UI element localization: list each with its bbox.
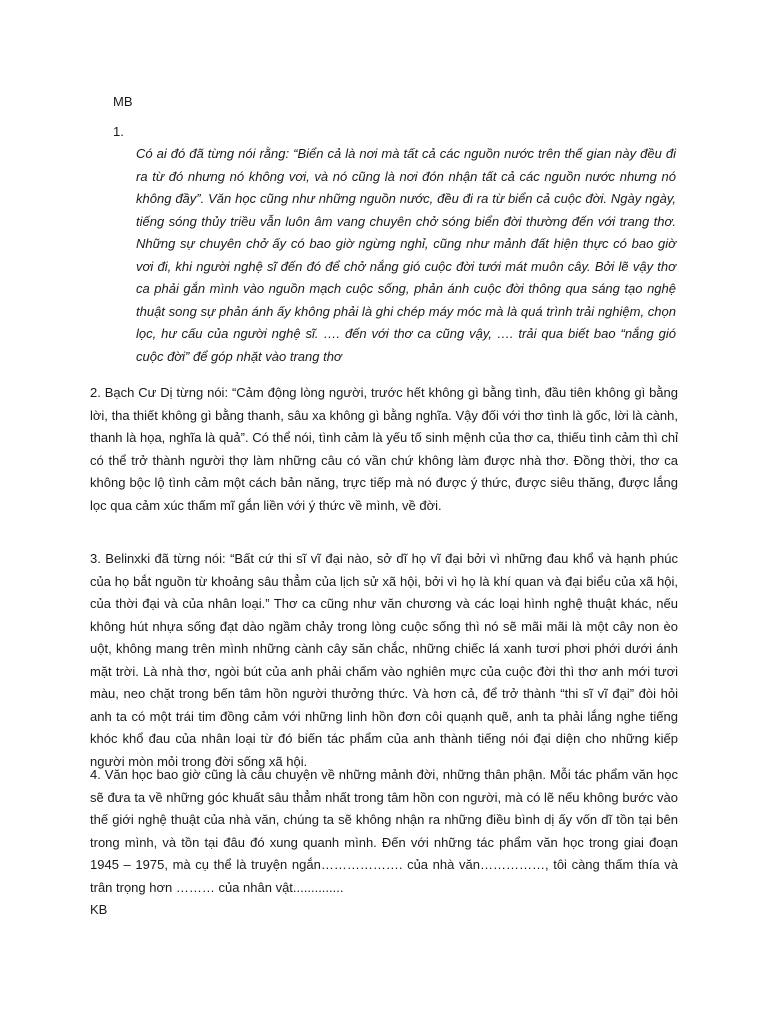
paragraph-2: 2. Bạch Cư Dị từng nói: “Cảm động lòng người, trước hết không gì bằng tình, đầu tiên không gì bằng lời, tha thiết không gì bằng thanh, sâu xa không gì bằng nghĩa. Vậy đối với thơ tình là gốc, lời là cành, thanh là họa, nghĩa là quả”. Có thể nói, tình cảm là yếu tố sinh mệnh của thơ ca, thiếu tình cảm thì chỉ có thể trở thành người thợ làm những câu có vần chứ không làm được nhà thơ. Đồng thời, thơ ca không bộc lộ tình cảm một cách bản năng, trực tiếp mà nó được ý thức, được siêu thăng, được lắng lọc qua cảm xúc thấm mĩ gắn liền với ý thức về mình, về đời. [90, 385, 678, 513]
paragraph-4: 4. Văn học bao giờ cũng là câu chuyện về những mảnh đời, những thân phận. Mỗi tác phẩm văn học sẽ đưa ta về những góc khuất sâu thẳm nhất trong tâm hồn con người, mà có lẽ nếu không bước vào thế giới nghệ thuật của nhà văn, chúng ta sẽ không nhận ra những điều bình dị ấy vốn dĩ tồn tại bên trong mình, và tồn tại đâu đó xung quanh mình. Đến với những tác phẩm văn học trong giai đoạn 1945 – 1975, mà cụ thể là truyện ngắn………………. của nhà văn……………, tôi càng thấm thía và trân trọng hơn ……… của nhân vật.............. [90, 767, 678, 895]
paragraph-1: Có ai đó đã từng nói rằng: “Biển cả là nơi mà tất cả các nguồn nước trên thế gian này đều đi ra từ đó nhưng nó không vơi, và nó cũng là nơi đón nhận tất cả các nguồn nước nhưng nó không đầy”. Văn học cũng như những nguồn nước, đều đi ra từ biển cả cuộc đời. Ngày ngày, tiếng sóng thủy triều vẫn luôn âm vang chuyên chở sóng biển đời thường đến với trang thơ. Những sự chuyên chở ấy có bao giờ ngừng nghỉ, cũng như mảnh đất hiện thực có bao giờ vơi đi, khi người nghệ sĩ đến đó để chở nắng gió cuộc đời tưới mát muôn cây. Bởi lẽ vậy thơ ca phải gắn mình vào nguồn mạch cuộc sống, phản ánh cuộc đời thông qua sáng tạo nghệ thuật song sự phản ánh ấy không phải là ghi chép máy móc mà là quá trình trải nghiệm, chọn lọc, hư cấu của người nghệ sĩ. …. đến với thơ ca cũng vậy, …. trải qua biết bao “nắng gió cuộc đời” để góp nhặt vào trang thơ [136, 146, 676, 364]
section-label-kb: KB [90, 902, 108, 917]
paragraph-3: 3. Belinxki đã từng nói: “Bất cứ thi sĩ vĩ đại nào, sở dĩ họ vĩ đại bởi vì những đau khổ và hạnh phúc của họ bắt nguồn từ khoảng sâu thẳm của lịch sử xã hội, bởi vì họ là khí quan và đại biểu của xã hội, của thời đại và của nhân loại.” Thơ ca cũng như văn chương và các loại hình nghệ thuật khác, nếu không hút nhựa sống đạt dào ngầm chảy trong lòng cuộc sống thì nó sẽ mãi mãi là một cây non èo uột, không mang trên mình những cành cây săn chắc, những chiếc lá xanh tươi phơi phới dưới ánh mặt trời. Là nhà thơ, ngòi bút của anh phải chấm vào nghiên mực của cuộc đời thì thơ anh mới tươi màu, neo chặt trong bến tâm hồn người thưởng thức. Và hơn cả, để trở thành “thi sĩ vĩ đại” đòi hỏi anh ta có một trái tim đồng cảm với những linh hồn đơn côi quạnh quẽ, anh ta phải lắng nghe tiếng khóc khổ đau của nhân loại từ đó biến tác phẩm của anh thành tiếng nói đại diện cho những kiếp người mòn mỏi trong đời sống xã hội. [90, 551, 678, 769]
section-label-mb: MB [113, 94, 133, 109]
item-number-1: 1. [113, 124, 124, 139]
